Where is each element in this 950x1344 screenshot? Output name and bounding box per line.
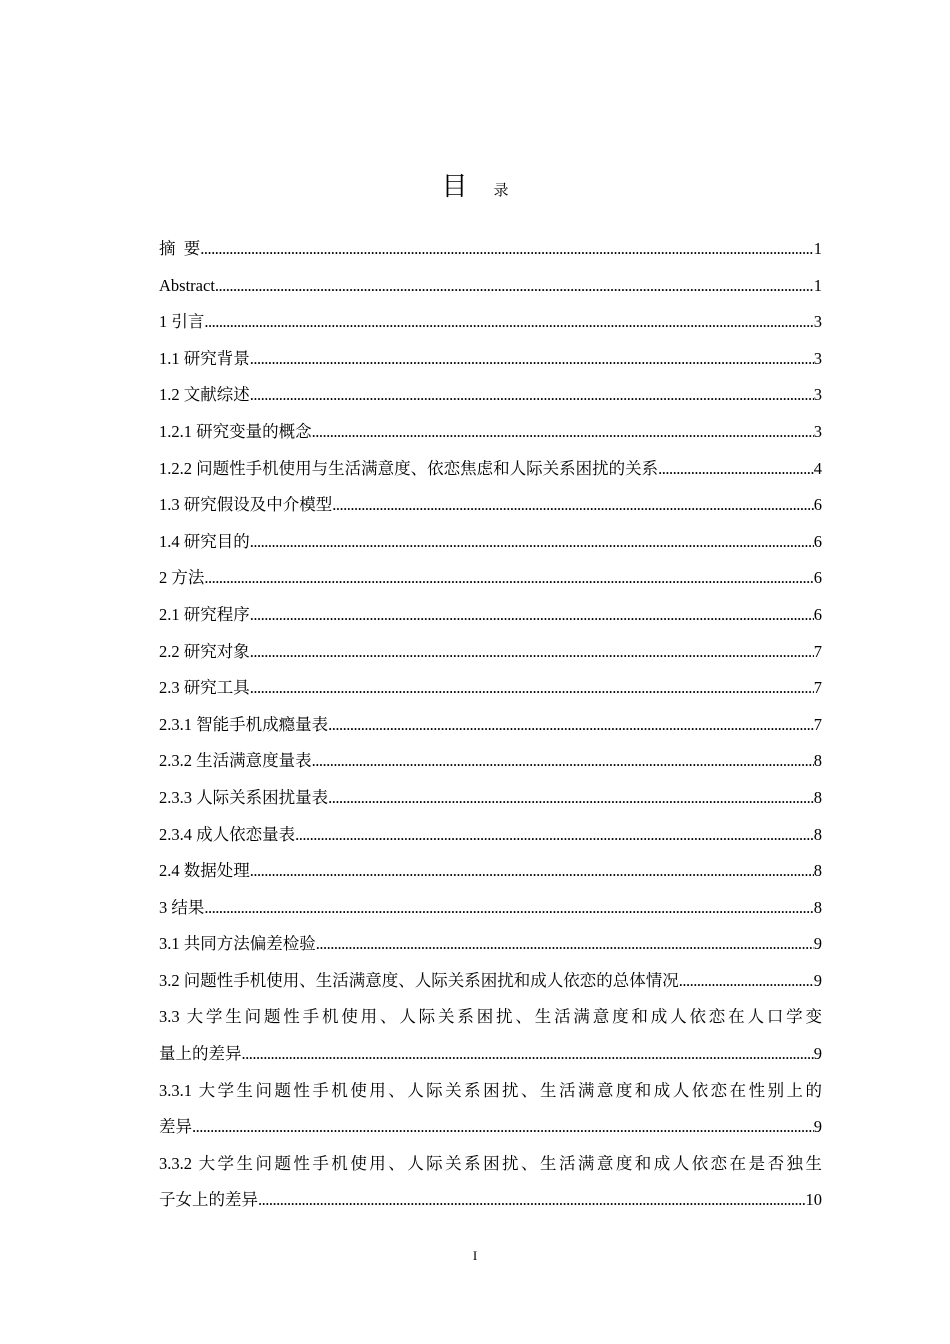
toc-entry-page: 9 xyxy=(813,934,822,954)
toc-entry[interactable] xyxy=(159,597,822,634)
toc-entry-text: 2.2 研究对象 xyxy=(159,641,250,661)
toc-entry[interactable] xyxy=(159,487,822,524)
toc-entry[interactable] xyxy=(159,304,822,341)
toc-entry-text: 1.4 研究目的 xyxy=(159,531,250,551)
toc-leader-dots xyxy=(679,963,814,1000)
toc-entry-text: 1.2 文献综述 xyxy=(159,385,250,405)
toc-entry[interactable] xyxy=(159,341,822,378)
toc-entry-text: 1.3 研究假设及中介模型 xyxy=(159,495,333,515)
toc-entry-page: 10 xyxy=(805,1190,822,1210)
toc-leader-dots xyxy=(250,670,814,707)
toc-leader-dots xyxy=(312,743,814,780)
toc-entry-text: 1 引言 xyxy=(159,312,205,332)
toc-entry-text-line1: 3.3.2 大学生问题性手机使用、人际关系困扰、生活满意度和成人依恋在是否独生 xyxy=(159,1153,822,1173)
toc-entry[interactable] xyxy=(159,817,822,854)
toc-entry-text: 3.1 共同方法偏差检验 xyxy=(159,934,316,954)
toc-entry[interactable] xyxy=(159,524,822,561)
toc-entry-text: 2.3 研究工具 xyxy=(159,678,250,698)
toc-entry[interactable] xyxy=(159,853,822,890)
toc-leader-dots xyxy=(312,414,814,451)
toc-entry[interactable] xyxy=(159,890,822,927)
toc-entry-text: 2 方法 xyxy=(159,568,205,588)
toc-leader-dots xyxy=(332,487,814,524)
toc-entry-text-line1: 3.3.1 大学生问题性手机使用、人际关系困扰、生活满意度和成人依恋在性别上的 xyxy=(159,1080,822,1100)
toc-entry-text: 子女上的差异 xyxy=(159,1190,258,1210)
toc-entry-page: 3 xyxy=(813,312,822,332)
toc-entry-page: 3 xyxy=(813,348,822,368)
toc-entry-page: 8 xyxy=(813,787,822,807)
toc-entry-page: 4 xyxy=(813,458,822,478)
toc-entry[interactable] xyxy=(159,707,822,744)
toc-entry-text: 3 结果 xyxy=(159,897,205,917)
toc-leader-dots xyxy=(250,377,814,414)
page-number-footer: I xyxy=(472,1248,478,1263)
toc-entry-page: 8 xyxy=(813,897,822,917)
toc-leader-dots xyxy=(295,817,814,854)
toc-entry-text: 2.3.4 成人依恋量表 xyxy=(159,824,296,844)
toc-entry-text: 2.1 研究程序 xyxy=(159,604,250,624)
toc-title-char-1: 目 xyxy=(441,172,468,202)
toc-entry[interactable] xyxy=(159,670,822,707)
toc-leader-dots xyxy=(215,268,814,305)
toc-entry-page: 1 xyxy=(813,239,822,258)
toc-entry[interactable] xyxy=(159,926,822,963)
toc-entry-text: 2.3.1 智能手机成瘾量表 xyxy=(159,714,329,734)
toc-title-char-2: 录 xyxy=(493,181,509,199)
toc-entry-page: 6 xyxy=(813,568,822,588)
toc-entry-text: Abstract xyxy=(159,275,215,295)
toc-entry[interactable] xyxy=(159,999,822,1072)
toc-leader-dots xyxy=(242,1036,814,1073)
toc-entry-page: 7 xyxy=(813,641,822,661)
toc-entry-page: 1 xyxy=(813,275,822,295)
toc-entry-page: 8 xyxy=(813,824,822,844)
toc-entry[interactable] xyxy=(159,560,822,597)
toc-entry-text: 2.4 数据处理 xyxy=(159,861,250,881)
toc-entry-text: 1.1 研究背景 xyxy=(159,348,250,368)
toc-leader-dots xyxy=(658,451,814,488)
toc-entry-text: 摘 要 xyxy=(159,239,201,258)
toc-leader-dots xyxy=(192,1109,814,1146)
toc-entry[interactable] xyxy=(159,1073,822,1146)
toc-entry-text: 3.2 问题性手机使用、生活满意度、人际关系困扰和成人依恋的总体情况 xyxy=(159,970,679,990)
toc-leader-dots xyxy=(328,707,814,744)
toc-entry[interactable] xyxy=(159,451,822,488)
toc-entry-text: 1.2.1 研究变量的概念 xyxy=(159,421,312,441)
toc-entry[interactable] xyxy=(159,780,822,817)
toc-entry[interactable] xyxy=(159,231,822,268)
toc-entry[interactable] xyxy=(159,743,822,780)
toc-entry-text: 2.3.3 人际关系困扰量表 xyxy=(159,787,329,807)
toc-entry-page: 3 xyxy=(813,421,822,441)
toc-entry-page: 6 xyxy=(813,495,822,515)
toc-leader-dots xyxy=(316,926,814,963)
toc-entry-page: 9 xyxy=(813,1044,822,1064)
toc-entry-page: 8 xyxy=(813,751,822,771)
toc-entry-page: 9 xyxy=(813,1117,822,1137)
toc-leader-dots xyxy=(250,597,814,634)
toc-entry[interactable] xyxy=(159,963,822,1000)
toc-leader-dots xyxy=(204,304,813,341)
toc-leader-dots xyxy=(204,560,813,597)
toc-entry-page: 7 xyxy=(813,678,822,698)
toc-entry-page: 9 xyxy=(813,970,822,990)
toc-entry-text: 1.2.2 问题性手机使用与生活满意度、依恋焦虑和人际关系困扰的关系 xyxy=(159,458,659,478)
toc-entry[interactable] xyxy=(159,268,822,305)
toc-entry[interactable] xyxy=(159,377,822,414)
toc-leader-dots xyxy=(250,341,814,378)
toc-leader-dots xyxy=(204,890,813,927)
toc-leader-dots xyxy=(200,231,814,268)
toc-leader-dots xyxy=(250,853,814,890)
toc-entry-text: 量上的差异 xyxy=(159,1044,242,1064)
toc-entry[interactable] xyxy=(159,414,822,451)
toc-leader-dots xyxy=(328,780,814,817)
table-of-contents xyxy=(159,231,822,1219)
toc-entry-page: 3 xyxy=(813,385,822,405)
toc-leader-dots xyxy=(250,634,814,671)
toc-entry-text-line1: 3.3 大学生问题性手机使用、人际关系困扰、生活满意度和成人依恋在人口学变 xyxy=(159,1007,822,1027)
toc-entry[interactable] xyxy=(159,634,822,671)
toc-entry-page: 6 xyxy=(813,604,822,624)
toc-entry-text: 2.3.2 生活满意度量表 xyxy=(159,751,312,771)
toc-entry-page: 6 xyxy=(813,531,822,551)
toc-entry-page: 8 xyxy=(813,861,822,881)
toc-title xyxy=(0,170,950,204)
toc-entry-page: 7 xyxy=(813,714,822,734)
toc-leader-dots xyxy=(250,524,814,561)
toc-leader-dots xyxy=(258,1182,806,1219)
toc-entry-text: 差异 xyxy=(159,1117,192,1137)
toc-entry[interactable] xyxy=(159,1146,822,1219)
